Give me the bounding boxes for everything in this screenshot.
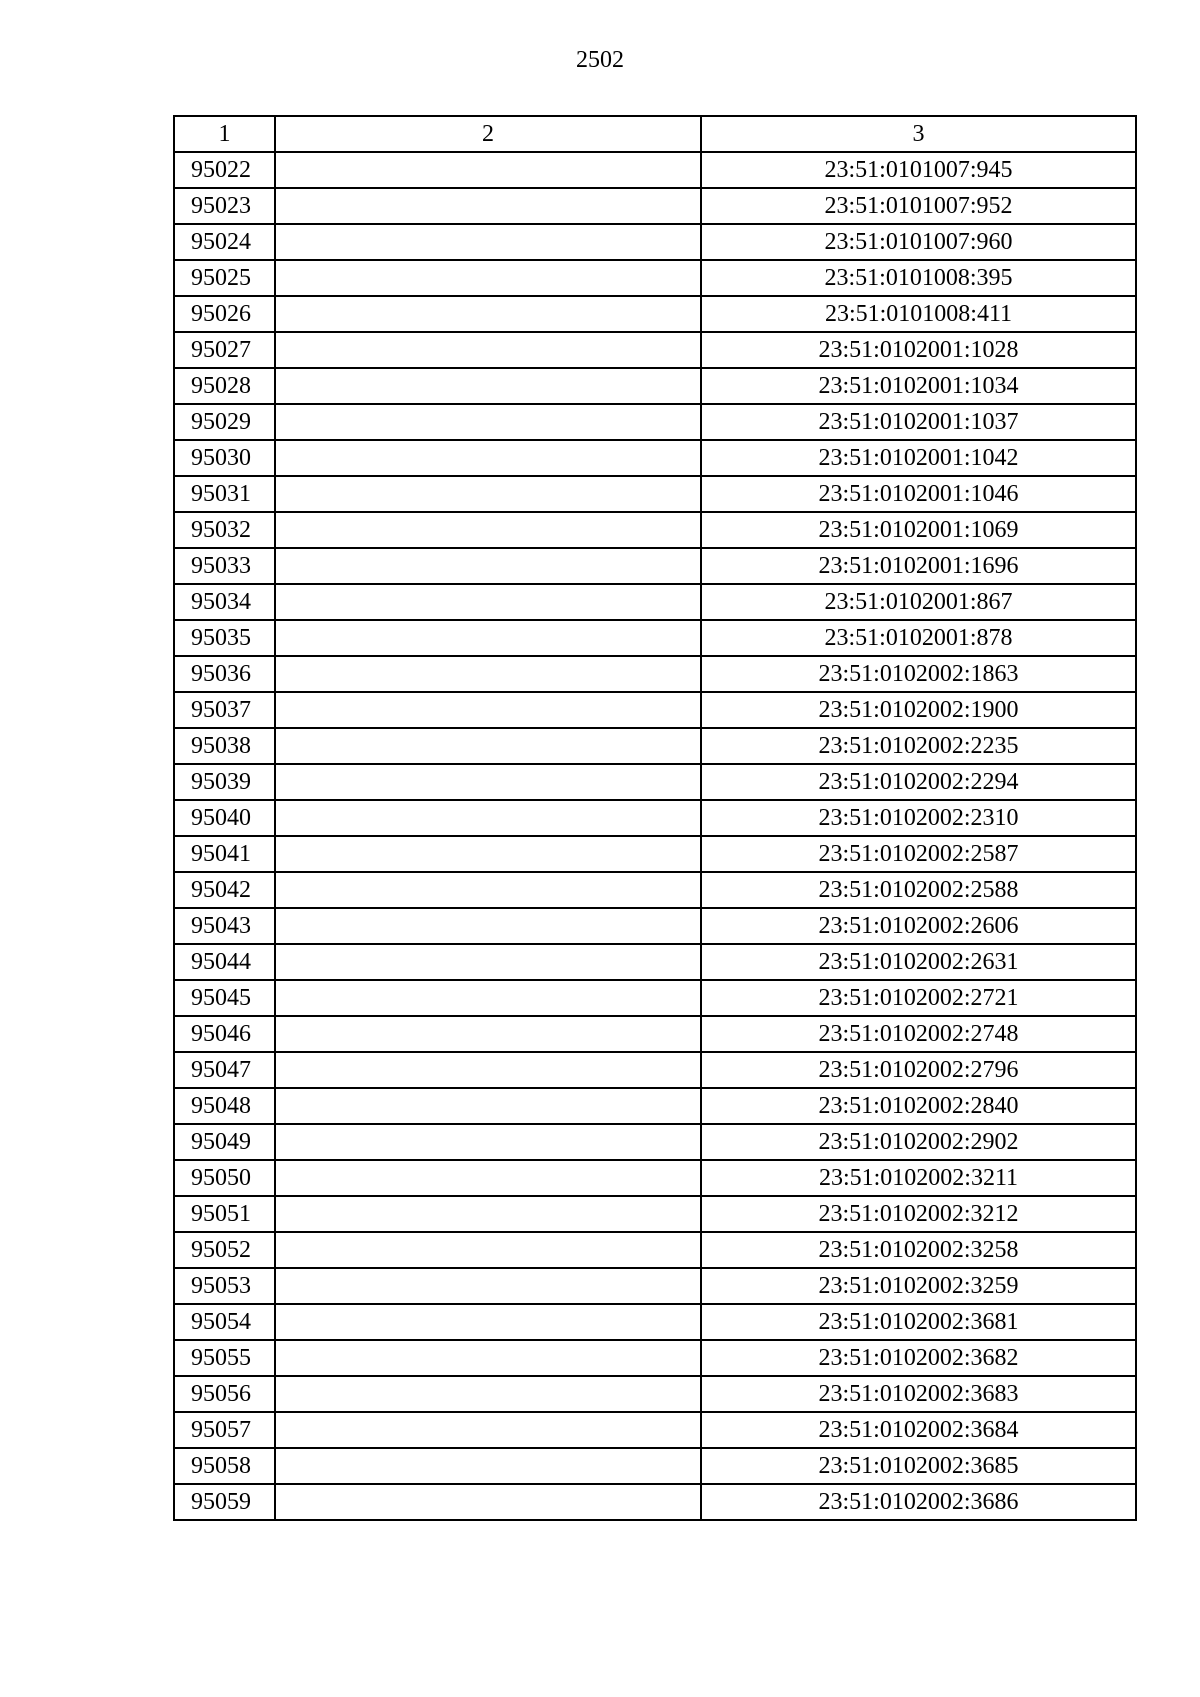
table-row: [174, 764, 1136, 800]
row-name-cell: [275, 872, 701, 908]
table-row: [174, 800, 1136, 836]
row-number-cell: 95046: [174, 1016, 275, 1052]
table-row: [174, 296, 1136, 332]
cadastral-number-cell: 23:51:0102002:2310: [701, 800, 1136, 836]
row-name-cell: [275, 1376, 701, 1412]
registry-table: [173, 115, 1137, 1521]
table-row: [174, 1232, 1136, 1268]
cadastral-number-cell: 23:51:0102001:878: [701, 620, 1136, 656]
row-number-cell: 95043: [174, 908, 275, 944]
cadastral-number-cell: 23:51:0102002:1900: [701, 692, 1136, 728]
row-number-cell: 95053: [174, 1268, 275, 1304]
table-row: [174, 548, 1136, 584]
table-row: [174, 1052, 1136, 1088]
table-header-row: [174, 116, 1136, 152]
row-number-cell: 95032: [174, 512, 275, 548]
row-number-cell: 95052: [174, 1232, 275, 1268]
table-body: [174, 152, 1136, 1520]
row-name-cell: [275, 476, 701, 512]
column-header-3: 3: [701, 116, 1136, 152]
row-name-cell: [275, 296, 701, 332]
table-row: [174, 332, 1136, 368]
row-number-cell: 95051: [174, 1196, 275, 1232]
table-row: [174, 440, 1136, 476]
table-row: [174, 1448, 1136, 1484]
table-row: [174, 404, 1136, 440]
row-number-cell: 95058: [174, 1448, 275, 1484]
cadastral-number-cell: 23:51:0102002:2294: [701, 764, 1136, 800]
row-number-cell: 95054: [174, 1304, 275, 1340]
row-number-cell: 95034: [174, 584, 275, 620]
cadastral-number-cell: 23:51:0102002:2631: [701, 944, 1136, 980]
cadastral-number-cell: 23:51:0102001:1069: [701, 512, 1136, 548]
row-name-cell: [275, 728, 701, 764]
table-row: [174, 1088, 1136, 1124]
cadastral-number-cell: 23:51:0102002:2902: [701, 1124, 1136, 1160]
page-number: 2502: [576, 47, 624, 73]
row-number-cell: 95037: [174, 692, 275, 728]
table-row: [174, 1196, 1136, 1232]
cadastral-number-cell: 23:51:0102002:2796: [701, 1052, 1136, 1088]
table-row: [174, 584, 1136, 620]
row-number-cell: 95038: [174, 728, 275, 764]
cadastral-number-cell: 23:51:0102002:3211: [701, 1160, 1136, 1196]
row-name-cell: [275, 1124, 701, 1160]
row-name-cell: [275, 188, 701, 224]
row-number-cell: 95033: [174, 548, 275, 584]
row-name-cell: [275, 1448, 701, 1484]
row-name-cell: [275, 1088, 701, 1124]
cadastral-number-cell: 23:51:0101008:411: [701, 296, 1136, 332]
cadastral-number-cell: 23:51:0101008:395: [701, 260, 1136, 296]
cadastral-number-cell: 23:51:0102001:867: [701, 584, 1136, 620]
row-number-cell: 95022: [174, 152, 275, 188]
cadastral-number-cell: 23:51:0102002:2721: [701, 980, 1136, 1016]
cadastral-number-cell: 23:51:0101007:960: [701, 224, 1136, 260]
row-number-cell: 95027: [174, 332, 275, 368]
row-number-cell: 95028: [174, 368, 275, 404]
table-row: [174, 620, 1136, 656]
table-row: [174, 1340, 1136, 1376]
table-row: [174, 980, 1136, 1016]
row-number-cell: 95057: [174, 1412, 275, 1448]
table-row: [174, 692, 1136, 728]
row-name-cell: [275, 548, 701, 584]
table-row: [174, 908, 1136, 944]
cadastral-number-cell: 23:51:0102002:1863: [701, 656, 1136, 692]
row-number-cell: 95045: [174, 980, 275, 1016]
table-row: [174, 1268, 1136, 1304]
cadastral-number-cell: 23:51:0102002:2587: [701, 836, 1136, 872]
cadastral-number-cell: 23:51:0102002:3684: [701, 1412, 1136, 1448]
row-name-cell: [275, 944, 701, 980]
table-row: [174, 872, 1136, 908]
row-number-cell: 95055: [174, 1340, 275, 1376]
row-name-cell: [275, 620, 701, 656]
row-number-cell: 95024: [174, 224, 275, 260]
column-header-1: 1: [174, 116, 275, 152]
table-row: [174, 836, 1136, 872]
cadastral-number-cell: 23:51:0102002:2606: [701, 908, 1136, 944]
row-number-cell: 95059: [174, 1484, 275, 1520]
row-name-cell: [275, 692, 701, 728]
cadastral-number-cell: 23:51:0102002:3685: [701, 1448, 1136, 1484]
row-name-cell: [275, 584, 701, 620]
row-name-cell: [275, 1232, 701, 1268]
row-name-cell: [275, 1016, 701, 1052]
cadastral-number-cell: 23:51:0102002:3258: [701, 1232, 1136, 1268]
table-row: [174, 1484, 1136, 1520]
row-number-cell: 95023: [174, 188, 275, 224]
table-row: [174, 1304, 1136, 1340]
cadastral-number-cell: 23:51:0102002:3212: [701, 1196, 1136, 1232]
table-row: [174, 152, 1136, 188]
row-number-cell: 95047: [174, 1052, 275, 1088]
table-row: [174, 1160, 1136, 1196]
cadastral-number-cell: 23:51:0102002:2748: [701, 1016, 1136, 1052]
row-number-cell: 95030: [174, 440, 275, 476]
row-name-cell: [275, 1484, 701, 1520]
table-row: [174, 1376, 1136, 1412]
row-name-cell: [275, 836, 701, 872]
row-name-cell: [275, 764, 701, 800]
row-name-cell: [275, 1160, 701, 1196]
cadastral-number-cell: 23:51:0102002:2840: [701, 1088, 1136, 1124]
table-row: [174, 728, 1136, 764]
cadastral-number-cell: 23:51:0102002:2588: [701, 872, 1136, 908]
table-row: [174, 224, 1136, 260]
row-number-cell: 95039: [174, 764, 275, 800]
cadastral-number-cell: 23:51:0102002:3686: [701, 1484, 1136, 1520]
row-number-cell: 95036: [174, 656, 275, 692]
cadastral-number-cell: 23:51:0101007:945: [701, 152, 1136, 188]
row-number-cell: 95042: [174, 872, 275, 908]
row-name-cell: [275, 1304, 701, 1340]
row-number-cell: 95044: [174, 944, 275, 980]
cadastral-number-cell: 23:51:0102001:1046: [701, 476, 1136, 512]
row-name-cell: [275, 1268, 701, 1304]
table-row: [174, 1016, 1136, 1052]
row-number-cell: 95056: [174, 1376, 275, 1412]
row-number-cell: 95029: [174, 404, 275, 440]
row-number-cell: 95025: [174, 260, 275, 296]
row-name-cell: [275, 152, 701, 188]
row-name-cell: [275, 260, 701, 296]
cadastral-number-cell: 23:51:0102002:3259: [701, 1268, 1136, 1304]
table-row: [174, 188, 1136, 224]
row-name-cell: [275, 1196, 701, 1232]
cadastral-number-cell: 23:51:0102001:1037: [701, 404, 1136, 440]
row-name-cell: [275, 908, 701, 944]
row-number-cell: 95041: [174, 836, 275, 872]
row-number-cell: 95040: [174, 800, 275, 836]
row-name-cell: [275, 1412, 701, 1448]
cadastral-number-cell: 23:51:0102002:2235: [701, 728, 1136, 764]
row-name-cell: [275, 440, 701, 476]
row-name-cell: [275, 800, 701, 836]
table-row: [174, 656, 1136, 692]
row-name-cell: [275, 512, 701, 548]
row-number-cell: 95031: [174, 476, 275, 512]
cadastral-number-cell: 23:51:0102001:1696: [701, 548, 1136, 584]
row-number-cell: 95035: [174, 620, 275, 656]
row-name-cell: [275, 368, 701, 404]
row-name-cell: [275, 224, 701, 260]
row-number-cell: 95049: [174, 1124, 275, 1160]
row-name-cell: [275, 980, 701, 1016]
table-row: [174, 368, 1136, 404]
row-name-cell: [275, 1340, 701, 1376]
table-row: [174, 512, 1136, 548]
table-row: [174, 1124, 1136, 1160]
cadastral-number-cell: 23:51:0102002:3681: [701, 1304, 1136, 1340]
cadastral-number-cell: 23:51:0102002:3683: [701, 1376, 1136, 1412]
cadastral-number-cell: 23:51:0102001:1028: [701, 332, 1136, 368]
column-header-2: 2: [275, 116, 701, 152]
row-number-cell: 95048: [174, 1088, 275, 1124]
table-row: [174, 260, 1136, 296]
table-row: [174, 1412, 1136, 1448]
table-row: [174, 944, 1136, 980]
cadastral-number-cell: 23:51:0101007:952: [701, 188, 1136, 224]
row-name-cell: [275, 332, 701, 368]
cadastral-number-cell: 23:51:0102002:3682: [701, 1340, 1136, 1376]
row-number-cell: 95026: [174, 296, 275, 332]
cadastral-number-cell: 23:51:0102001:1034: [701, 368, 1136, 404]
row-number-cell: 95050: [174, 1160, 275, 1196]
cadastral-number-cell: 23:51:0102001:1042: [701, 440, 1136, 476]
row-name-cell: [275, 404, 701, 440]
table-row: [174, 476, 1136, 512]
row-name-cell: [275, 1052, 701, 1088]
row-name-cell: [275, 656, 701, 692]
